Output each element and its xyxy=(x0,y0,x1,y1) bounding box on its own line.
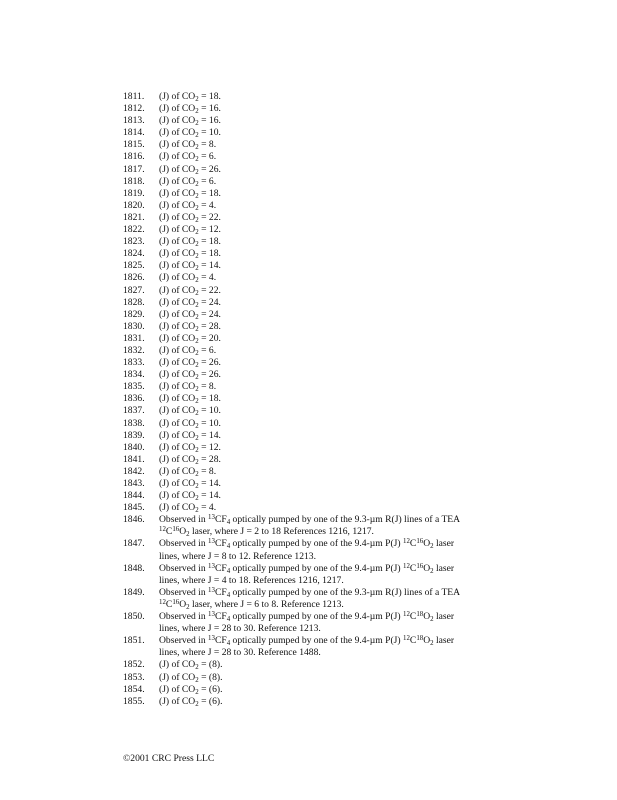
note-item xyxy=(123,430,523,442)
note-text: (J) of $CO_2 = 18$. xyxy=(159,91,221,103)
note-text: Observed in $^{13}CF_4$ optically pumped by one of the 9.3-µm R(J) lines of a TEA $^{12}C^{16}O_2$ laser, where J = 2 to 18 References 1216, 1217. xyxy=(159,514,461,539)
note-value: 28. xyxy=(208,320,221,332)
note-text: (J) of $CO_2 = 8$. xyxy=(159,139,217,152)
note-value: 20. xyxy=(208,332,221,344)
note-value: 14. xyxy=(208,478,221,489)
note-text: (J) of $CO_2 = 6$. xyxy=(159,151,217,164)
note-item xyxy=(123,224,523,236)
note-number: 1818. xyxy=(123,175,145,187)
note-value: 18. xyxy=(208,393,221,405)
note-item xyxy=(123,514,523,538)
note-number: 1823. xyxy=(123,236,145,248)
note-text: Observed in $^{13}CF_4$ optically pumped by one of the 9.3-µm R(J) lines of a TEA $^{12}C^{16}O_2$ laser, where J = 6 to 8. Reference 1213. xyxy=(159,586,461,611)
note-item xyxy=(123,164,523,176)
note-item xyxy=(123,188,523,200)
note-number: 1846. xyxy=(123,514,145,526)
note-value: 22. xyxy=(208,211,221,223)
note-item xyxy=(123,357,523,369)
note-number: 1831. xyxy=(123,332,145,344)
note-item xyxy=(123,91,523,103)
note-text: (J) of $CO_2 = 10$. xyxy=(159,127,221,140)
note-text: (J) of $CO_2 = 28$. xyxy=(159,453,221,466)
note-text: Observed in $^{13}CF_4$ optically pumped by one of the 9.4-µm P(J) $^{12}C^{16}O_2$ laser lines, where J = 4 to 18. References 1216, 1217. xyxy=(159,562,455,586)
note-value: 16. xyxy=(208,115,221,127)
copyright-footer: ©2001 CRC Press LLC xyxy=(123,753,215,764)
note-number: 1849. xyxy=(123,586,145,598)
note-number: 1835. xyxy=(123,381,145,393)
note-text: (J) of $CO_2 = 14$. xyxy=(159,478,221,490)
note-text: (J) of $CO_2 = 26$. xyxy=(159,369,221,382)
note-number: 1833. xyxy=(123,357,145,369)
note-value: 6. xyxy=(208,344,217,356)
note-number: 1827. xyxy=(123,284,145,296)
note-number: 1837. xyxy=(123,405,145,417)
note-item xyxy=(123,321,523,333)
note-number: 1832. xyxy=(123,344,145,356)
note-item xyxy=(123,236,523,248)
note-number: 1825. xyxy=(123,260,145,272)
note-value: 24. xyxy=(208,296,221,308)
note-value: 4. xyxy=(208,199,217,211)
note-number: 1851. xyxy=(123,635,145,647)
note-text: (J) of $CO_2 = 8$. xyxy=(159,465,217,478)
note-item xyxy=(123,285,523,297)
note-number: 1838. xyxy=(123,417,145,429)
note-number: 1829. xyxy=(123,308,145,320)
note-value: (6). xyxy=(208,683,223,695)
note-text: (J) of $CO_2 = 10$. xyxy=(159,405,221,418)
note-item xyxy=(123,176,523,188)
note-text: (J) of $CO_2 = 18$. xyxy=(159,187,221,200)
note-number: 1820. xyxy=(123,199,145,211)
note-number: 1848. xyxy=(123,562,145,574)
note-item xyxy=(123,684,523,696)
note-number: 1840. xyxy=(123,441,145,453)
note-item xyxy=(123,635,523,659)
note-text: (J) of $CO_2 = 18$. xyxy=(159,248,221,261)
note-text: Observed in $^{13}CF_4$ optically pumped by one of the 9.4-µm P(J) $^{12}C^{16}O_2$ laser lines, where J = 8 to 12. Reference 1213. xyxy=(159,538,455,562)
note-text: (J) of $CO_2 = 14$. xyxy=(159,260,221,273)
note-number: 1822. xyxy=(123,224,145,236)
note-text: (J) of $CO_2 = 16$. xyxy=(159,103,221,116)
note-number: 1819. xyxy=(123,187,145,199)
note-text: (J) of $CO_2 = 18$. xyxy=(159,236,221,249)
note-number: 1815. xyxy=(123,139,145,151)
note-value: 12. xyxy=(208,441,221,453)
note-number: 1855. xyxy=(123,695,145,707)
note-item xyxy=(123,696,523,708)
note-item xyxy=(123,345,523,357)
note-text: (J) of $CO_2 = 18$. xyxy=(159,393,221,406)
note-number: 1847. xyxy=(123,538,145,550)
note-number: 1836. xyxy=(123,393,145,405)
note-text: (J) of $CO_2 = 4$. xyxy=(159,502,217,515)
note-number: 1852. xyxy=(123,659,145,671)
note-value: 6. xyxy=(208,175,217,187)
note-value: 8. xyxy=(208,465,217,477)
note-number: 1830. xyxy=(123,320,145,332)
note-number: 1844. xyxy=(123,490,145,502)
note-value: (8). xyxy=(208,671,223,683)
note-text: (J) of $CO_2 = 20$. xyxy=(159,332,221,345)
note-text: (J) of $CO_2 = 22$. xyxy=(159,211,221,224)
note-item xyxy=(123,502,523,514)
note-number: 1817. xyxy=(123,163,145,175)
note-item xyxy=(123,248,523,260)
note-item xyxy=(123,672,523,684)
note-item xyxy=(123,381,523,393)
note-item xyxy=(123,587,523,611)
note-item xyxy=(123,405,523,417)
note-text: (J) of $CO_2 = 6$. xyxy=(159,344,217,357)
note-value: 22. xyxy=(208,284,221,296)
note-text: (J) of $CO_2 = 8$. xyxy=(159,381,217,394)
note-value: 4. xyxy=(208,502,217,514)
note-item xyxy=(123,115,523,127)
note-text: (J) of $CO_2 = 14$. xyxy=(159,490,221,503)
note-item xyxy=(123,442,523,454)
note-item xyxy=(123,369,523,381)
note-item xyxy=(123,103,523,115)
note-number: 1824. xyxy=(123,248,145,260)
note-value: (8). xyxy=(208,659,223,671)
note-item xyxy=(123,454,523,466)
note-text: (J) of $CO_2 = 24$. xyxy=(159,296,221,309)
note-text: (J) of $CO_2 = 4$. xyxy=(159,199,217,212)
note-text: (J) of $CO_2 = 24$. xyxy=(159,308,221,321)
note-value: 16. xyxy=(208,103,221,115)
note-item xyxy=(123,272,523,284)
note-item xyxy=(123,418,523,430)
note-value: 18. xyxy=(208,248,221,260)
note-text: (J) of $CO_2 = 16$. xyxy=(159,115,221,128)
note-number: 1812. xyxy=(123,103,145,115)
note-item xyxy=(123,611,523,635)
note-item xyxy=(123,490,523,502)
notes-list xyxy=(123,91,523,708)
note-text: Observed in $^{13}CF_4$ optically pumped by one of the 9.4-µm P(J) $^{12}C^{18}O_2$ laser lines, where J = 28 to 30. Reference 1488. xyxy=(159,635,455,659)
note-text: (J) of $CO_2 = 26$. xyxy=(159,357,221,370)
note-value: 18. xyxy=(208,236,221,248)
note-item xyxy=(123,212,523,224)
note-value: 18. xyxy=(208,91,221,102)
note-number: 1845. xyxy=(123,502,145,514)
note-item xyxy=(123,538,523,562)
note-item xyxy=(123,309,523,321)
note-value: 14. xyxy=(208,429,221,441)
note-number: 1816. xyxy=(123,151,145,163)
note-value: 18. xyxy=(208,187,221,199)
note-value: 24. xyxy=(208,308,221,320)
note-number: 1839. xyxy=(123,429,145,441)
note-number: 1854. xyxy=(123,683,145,695)
note-item xyxy=(123,466,523,478)
note-value: 6. xyxy=(208,151,217,163)
note-text: (J) of $CO_2 = 22$. xyxy=(159,284,221,297)
note-text: (J) of $CO_2 = (6)$. xyxy=(159,695,223,708)
note-number: 1814. xyxy=(123,127,145,139)
note-value: 8. xyxy=(208,139,217,151)
note-value: 26. xyxy=(208,369,221,381)
note-number: 1834. xyxy=(123,369,145,381)
note-number: 1853. xyxy=(123,671,145,683)
note-number: 1811. xyxy=(123,91,145,102)
note-value: 14. xyxy=(208,260,221,272)
note-text: (J) of $CO_2 = 6$. xyxy=(159,175,217,188)
note-number: 1828. xyxy=(123,296,145,308)
note-value: 10. xyxy=(208,405,221,417)
note-text: (J) of $CO_2 = (8)$. xyxy=(159,671,223,684)
note-number: 1813. xyxy=(123,115,145,127)
note-value: 12. xyxy=(208,224,221,236)
note-item xyxy=(123,333,523,345)
note-text: (J) of $CO_2 = 4$. xyxy=(159,272,217,285)
note-item xyxy=(123,563,523,587)
note-text: (J) of $CO_2 = 12$. xyxy=(159,224,221,237)
note-item xyxy=(123,260,523,272)
note-text: (J) of $CO_2 = 26$. xyxy=(159,163,221,176)
note-number: 1842. xyxy=(123,465,145,477)
note-value: 4. xyxy=(208,272,217,284)
note-item xyxy=(123,151,523,163)
note-item xyxy=(123,200,523,212)
note-value: 26. xyxy=(208,357,221,369)
note-text: (J) of $CO_2 = 10$. xyxy=(159,417,221,430)
note-text: (J) of $CO_2 = 14$. xyxy=(159,429,221,442)
note-value: 28. xyxy=(208,453,221,465)
note-value: 10. xyxy=(208,417,221,429)
note-text: (J) of $CO_2 = (6)$. xyxy=(159,683,223,696)
note-text: (J) of $CO_2 = 28$. xyxy=(159,320,221,333)
note-value: 10. xyxy=(208,127,221,139)
note-value: (6). xyxy=(208,695,223,707)
note-item xyxy=(123,127,523,139)
note-item xyxy=(123,478,523,490)
note-value: 8. xyxy=(208,381,217,393)
note-number: 1850. xyxy=(123,611,145,623)
note-number: 1843. xyxy=(123,478,145,489)
note-text: (J) of $CO_2 = 12$. xyxy=(159,441,221,454)
note-item xyxy=(123,659,523,671)
note-text: Observed in $^{13}CF_4$ optically pumped by one of the 9.4-µm P(J) $^{12}C^{18}O_2$ laser lines, where J = 28 to 30. Reference 1213. xyxy=(159,611,455,635)
note-value: 26. xyxy=(208,163,221,175)
note-item xyxy=(123,297,523,309)
note-text: (J) of $CO_2 = (8)$. xyxy=(159,659,223,672)
note-item xyxy=(123,139,523,151)
note-number: 1821. xyxy=(123,211,145,223)
note-number: 1826. xyxy=(123,272,145,284)
note-value: 14. xyxy=(208,490,221,502)
note-item xyxy=(123,393,523,405)
note-number: 1841. xyxy=(123,453,145,465)
